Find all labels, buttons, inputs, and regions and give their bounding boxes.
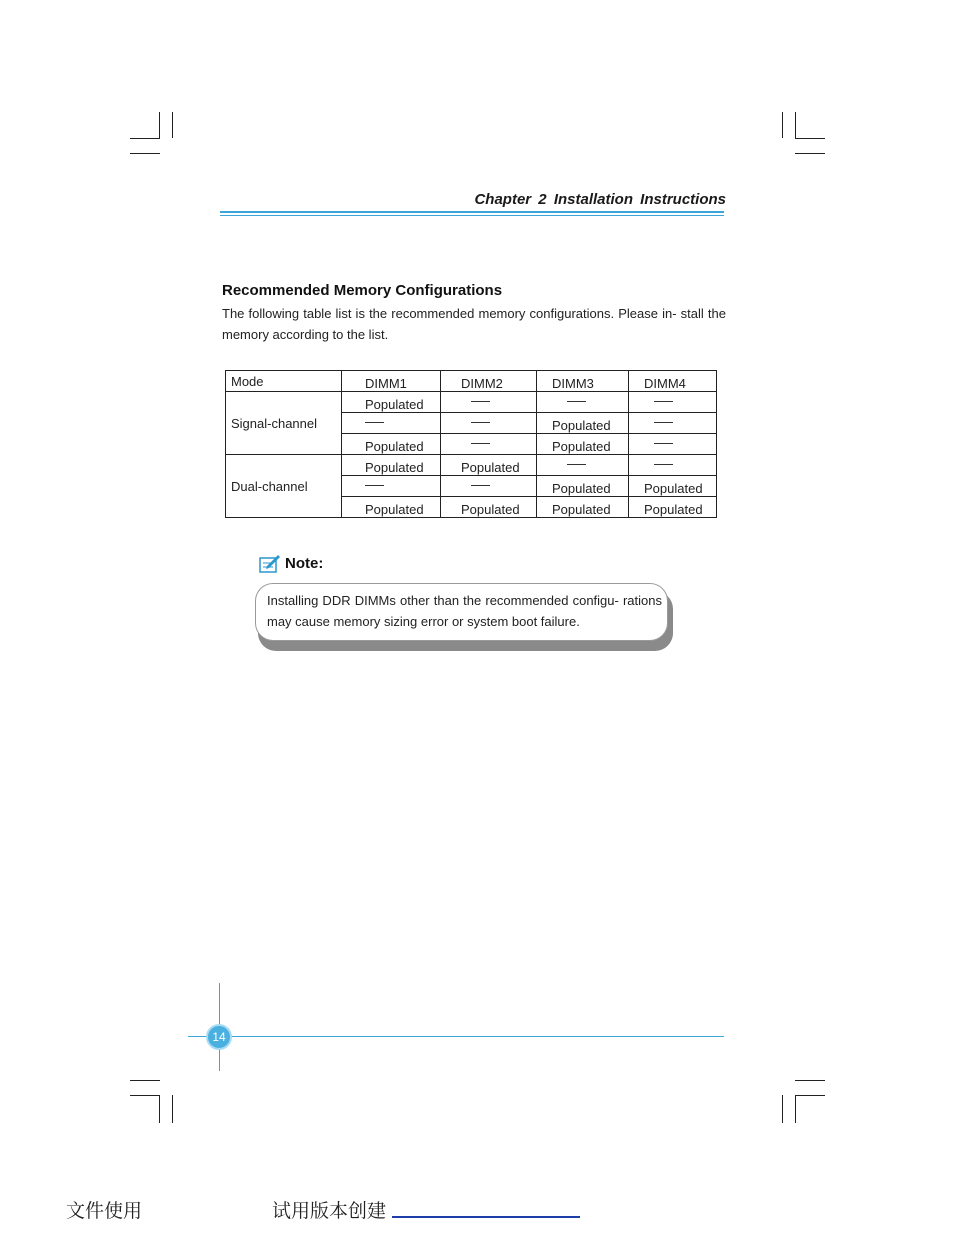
- empty-dash: [471, 401, 490, 402]
- chapter-number: Chapter 2: [474, 191, 547, 208]
- table-cell: [342, 476, 441, 497]
- table-cell: Populated: [629, 476, 717, 497]
- footer-left-text: 文件使用: [66, 1200, 143, 1222]
- table-cell: Populated: [342, 434, 441, 455]
- crop-mark: [130, 1080, 160, 1081]
- mode-cell: Signal-channel: [226, 392, 342, 455]
- table-row: [226, 455, 717, 476]
- table-row: [226, 392, 717, 413]
- note-title: Note:: [285, 555, 324, 572]
- crop-mark: [159, 1095, 160, 1123]
- crop-mark: [130, 1095, 160, 1096]
- header-rule-thin: [220, 215, 724, 216]
- table-header-cell: DIMM2: [441, 371, 537, 392]
- table-cell: Populated: [537, 413, 629, 434]
- table-cell: [342, 413, 441, 434]
- table-header-cell: Mode: [226, 371, 342, 392]
- footer-rule: [188, 1036, 724, 1037]
- crop-mark: [795, 153, 825, 154]
- empty-dash: [471, 422, 490, 423]
- empty-dash: [654, 422, 673, 423]
- section-heading: Recommended Memory Configurations: [222, 282, 503, 299]
- chapter-title: [380, 191, 726, 208]
- crop-mark: [782, 1095, 783, 1123]
- intro-paragraph: The following table list is the recommended memory configurations. Please in- stall the memory according to the list.: [222, 306, 726, 342]
- header-rule: [220, 211, 724, 213]
- crop-mark: [795, 1095, 825, 1096]
- table-header-cell: DIMM4: [629, 371, 717, 392]
- crop-mark: [795, 1080, 825, 1081]
- note-text: Installing DDR DIMMs other than the recommended configu- rations may cause memory sizing error or system boot failure.: [267, 593, 662, 629]
- table-cell: [441, 476, 537, 497]
- crop-mark: [130, 138, 160, 139]
- table-cell: [441, 392, 537, 413]
- empty-dash: [567, 464, 586, 465]
- table-cell: Populated: [537, 434, 629, 455]
- table-cell: Populated: [441, 455, 537, 476]
- table-cell: [629, 434, 717, 455]
- table-cell: Populated: [342, 497, 441, 518]
- crop-mark: [795, 1095, 796, 1123]
- table-cell: Populated: [342, 392, 441, 413]
- table-cell: [441, 413, 537, 434]
- crop-mark: [159, 112, 160, 138]
- table-cell: [537, 392, 629, 413]
- table-cell: [629, 455, 717, 476]
- empty-dash: [654, 443, 673, 444]
- crop-mark: [172, 112, 173, 138]
- table-cell: Populated: [537, 497, 629, 518]
- chapter-name: Installation Instructions: [553, 191, 726, 208]
- table-cell: [629, 392, 717, 413]
- table-cell: Populated: [441, 497, 537, 518]
- crop-mark: [795, 112, 796, 138]
- empty-dash: [567, 401, 586, 402]
- table-cell: Populated: [629, 497, 717, 518]
- empty-dash: [365, 422, 384, 423]
- footer-right-text: 试用版本创建: [272, 1200, 387, 1222]
- pencil-note-icon: [259, 553, 281, 573]
- table-cell: Populated: [342, 455, 441, 476]
- empty-dash: [471, 485, 490, 486]
- empty-dash: [654, 464, 673, 465]
- crop-mark: [782, 112, 783, 138]
- crop-mark: [795, 138, 825, 139]
- table-header-cell: DIMM1: [342, 371, 441, 392]
- table-header-row: [226, 371, 717, 392]
- empty-dash: [471, 443, 490, 444]
- mode-cell: Dual-channel: [226, 455, 342, 518]
- crop-mark: [172, 1095, 173, 1123]
- crop-mark: [130, 153, 160, 154]
- memory-config-table: [225, 370, 717, 518]
- table-cell: [441, 434, 537, 455]
- page-number: 14: [206, 1024, 232, 1050]
- empty-dash: [654, 401, 673, 402]
- table-cell: Populated: [537, 476, 629, 497]
- table-header-cell: DIMM3: [537, 371, 629, 392]
- table-cell: [629, 413, 717, 434]
- empty-dash: [365, 485, 384, 486]
- table-cell: [537, 455, 629, 476]
- footer-underline: [392, 1216, 580, 1218]
